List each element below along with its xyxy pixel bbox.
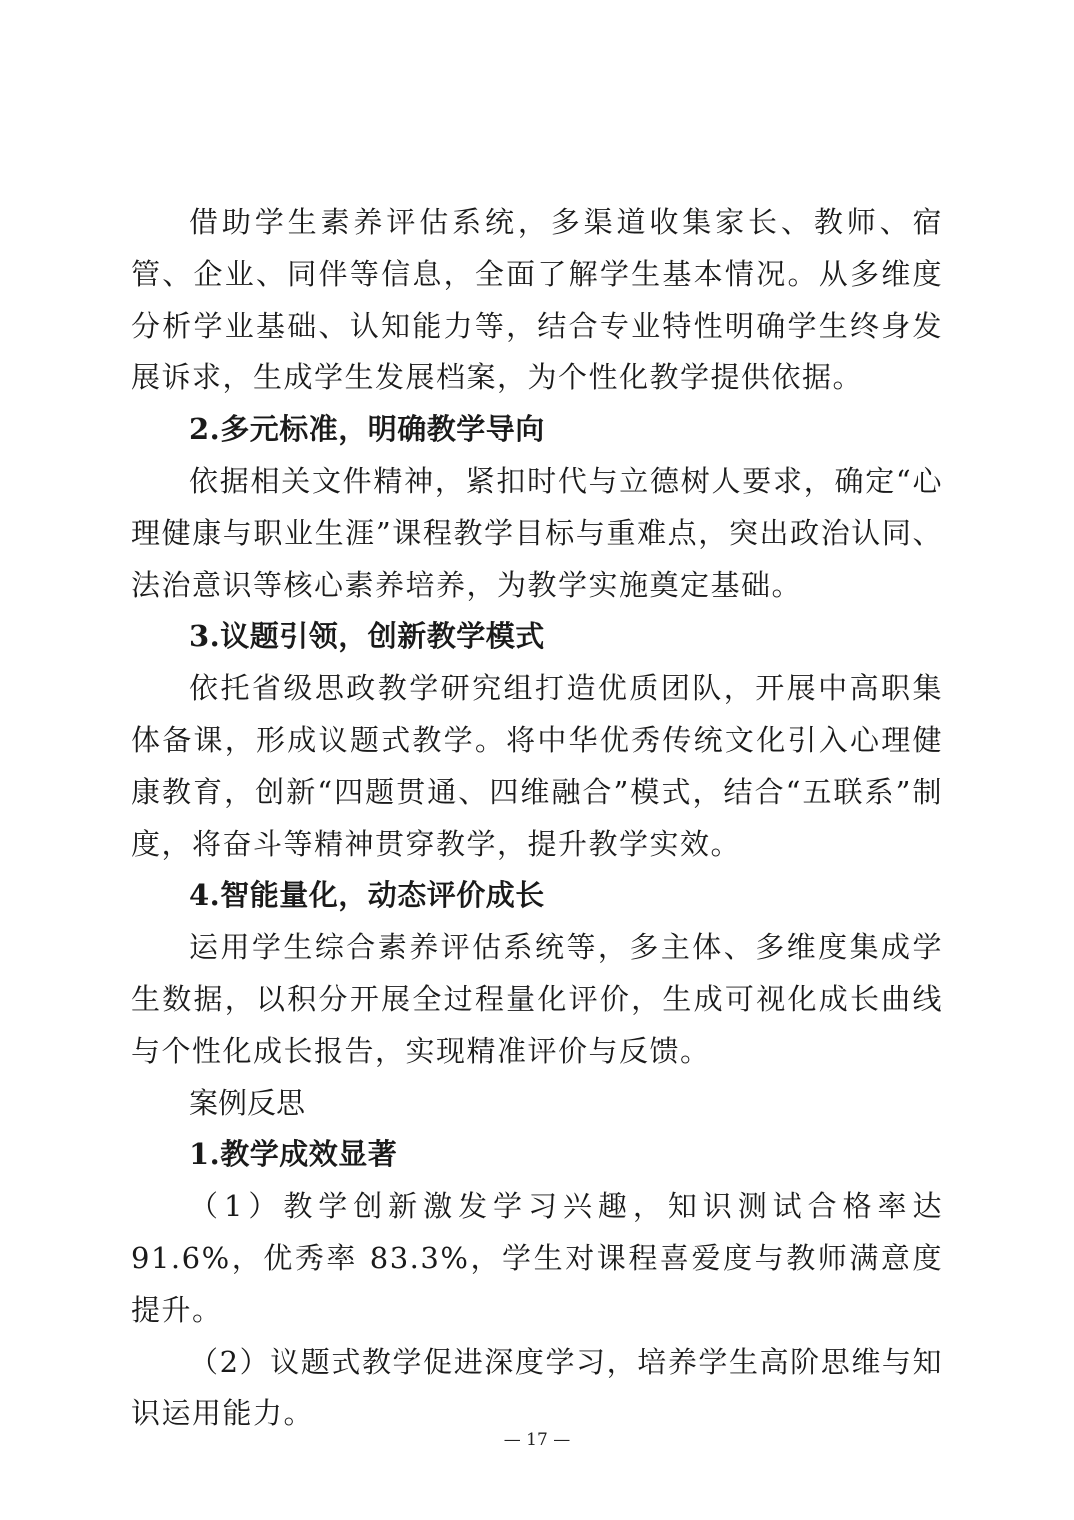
- heading-multiple-standards: 2.多元标准，明确教学导向: [189, 412, 545, 447]
- paragraph-result-2: （2）议题式教学促进深度学习，培养学生高阶思维与知识运用能力。: [131, 1344, 943, 1431]
- document-body: [131, 197, 943, 1440]
- section-title-case-reflection: 案例反思: [189, 1085, 306, 1120]
- paragraph-teaching-model: 依托省级思政教学研究组打造优质团队，开展中高职集体备课，形成议题式教学。将中华优秀传统文化引入心理健康教育，创新“四题贯通、四维融合”模式，结合“五联系”制度，将奋斗等精神贯穿教学，提升教学实效。: [131, 671, 943, 861]
- paragraph-dynamic-evaluation: 运用学生综合素养评估系统等，多主体、多维度集成学生数据，以积分开展全过程量化评价，生成可视化成长曲线与个性化成长报告，实现精准评价与反馈。: [131, 930, 943, 1068]
- heading-topic-leading: 3.议题引领，创新教学模式: [189, 619, 545, 654]
- heading-intelligent-quantification: 4.智能量化，动态评价成长: [189, 878, 545, 913]
- page-number: — 17 —: [503, 1430, 571, 1450]
- paragraph-student-assessment: 借助学生素养评估系统，多渠道收集家长、教师、宿管、企业、同伴等信息，全面了解学生基本情况。从多维度分析学业基础、认知能力等，结合专业特性明确学生终身发展诉求，生成学生发展档案，为个性化教学提供依据。: [131, 205, 943, 395]
- paragraph-result-1: （1）教学创新激发学习兴趣，知识测试合格率达 91.6%，优秀率 83.3%，学生对课程喜爱度与教师满意度提升。: [131, 1189, 943, 1327]
- heading-teaching-results: 1.教学成效显著: [189, 1137, 398, 1172]
- paragraph-teaching-goals: 依据相关文件精神，紧扣时代与立德树人要求，确定“心理健康与职业生涯”课程教学目标与重难点，突出政治认同、法治意识等核心素养培养，为教学实施奠定基础。: [131, 463, 943, 602]
